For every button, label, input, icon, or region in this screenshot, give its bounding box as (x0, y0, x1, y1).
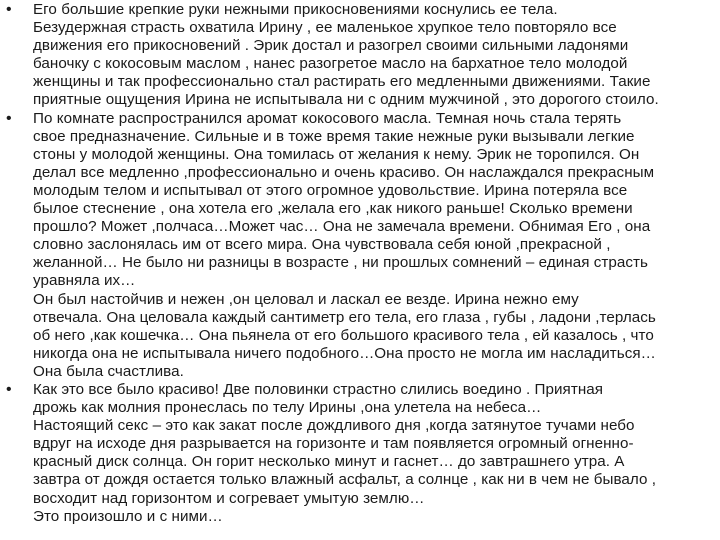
text-body (6, 0, 712, 526)
text-line: Безудержная страсть охватила Ирину , ее маленькое хрупкое тело повторяло все (33, 19, 617, 37)
text-line: Настоящий секс – это как закат после дождливого дня ,когда затянутое тучами небо (33, 417, 635, 435)
text-line: дрожь как молния пронеслась по телу Ирины ,она улетела на небеса… (33, 399, 542, 417)
bullet-paragraph-2 (6, 110, 712, 381)
text-line: восходит над горизонтом и согревает умытую землю… (33, 489, 425, 507)
text-line: Это произошло и с ними… (33, 507, 223, 525)
text-line: Он был настойчив и нежен ,он целовал и ласкал ее везде. Ирина нежно ему (33, 290, 579, 308)
text-line: баночку с кокосовым маслом , нанес разогретое масло на бархатное тело молодой (33, 55, 628, 73)
text-line: словно заслонялась им от всего мира. Она чувствовала себя юной ,прекрасной , (33, 236, 611, 254)
bullet-paragraph-3 (6, 381, 712, 526)
text-line: желанной… Не было ни разницы в возрасте , ни прошлых сомнений – единая страсть (33, 254, 649, 272)
text-line: завтра от дождя остается только влажный асфальт, а солнце , как ни в чем не бывало , (33, 471, 657, 489)
text-line: молодым телом и испытывал от этого огромное удовольствие. Ирина потеряла все (33, 181, 628, 199)
text-line: об него ,как кошечка… Она пьянела от его большого красивого тела , ей казалось , что (33, 326, 654, 344)
text-line: прошло? Может ,полчаса…Может час… Она не замечала времени. Обнимая Его , она (33, 218, 651, 236)
text-line: отвечала. Она целовала каждый сантиметр его тела, его глаза , губы , ладони ,терлась (33, 308, 656, 326)
bullet-marker: • (6, 1, 12, 18)
text-line: делал все медленно ,профессионально и очень красиво. Он наслаждался прекрасным (33, 163, 655, 181)
text-line: красный диск солнца. Он горит несколько минут и гаснет… до завтрашнего утра. А (33, 453, 625, 471)
text-line: движения его прикосновений . Эрик достал и разогрел своими сильными ладонями (33, 37, 629, 55)
text-line: уравняла их… (33, 272, 136, 290)
text-line: женщины и так профессионально стал растирать его медленными движениями. Такие (33, 73, 651, 91)
bullet-paragraph-1 (6, 1, 712, 110)
text-line: Его большие крепкие руки нежными прикосновениями коснулись ее тела. (33, 1, 558, 18)
bullet-marker: • (6, 380, 12, 398)
text-line: По комнате распространился аромат кокосового масла. Темная ночь стала терять (33, 109, 622, 127)
bullet-marker: • (6, 109, 12, 127)
text-line: вдруг на исходе дня разрывается на горизонте и там появляется огромный огненно- (33, 435, 634, 453)
text-line: приятные ощущения Ирина не испытывала ни с одним мужчиной , это дорогого стоило. (33, 91, 659, 109)
text-line: Она была счастлива. (33, 362, 184, 380)
text-line: никогда она не испытывала ничего подобного…Она просто не могла им насладиться… (33, 344, 656, 362)
text-line: былое стеснение , она хотела его ,желала его ,как никого раньше! Сколько времени (33, 200, 633, 218)
text-line: стоны у молодой женщины. Она томилась от желания к нему. Эрик не торопился. Он (33, 145, 640, 163)
text-line: свое предназначение. Сильные и в тоже время такие нежные руки вызывали легкие (33, 127, 635, 145)
text-line: Как это все было красиво! Две половинки страстно слились воедино . Приятная (33, 380, 604, 398)
